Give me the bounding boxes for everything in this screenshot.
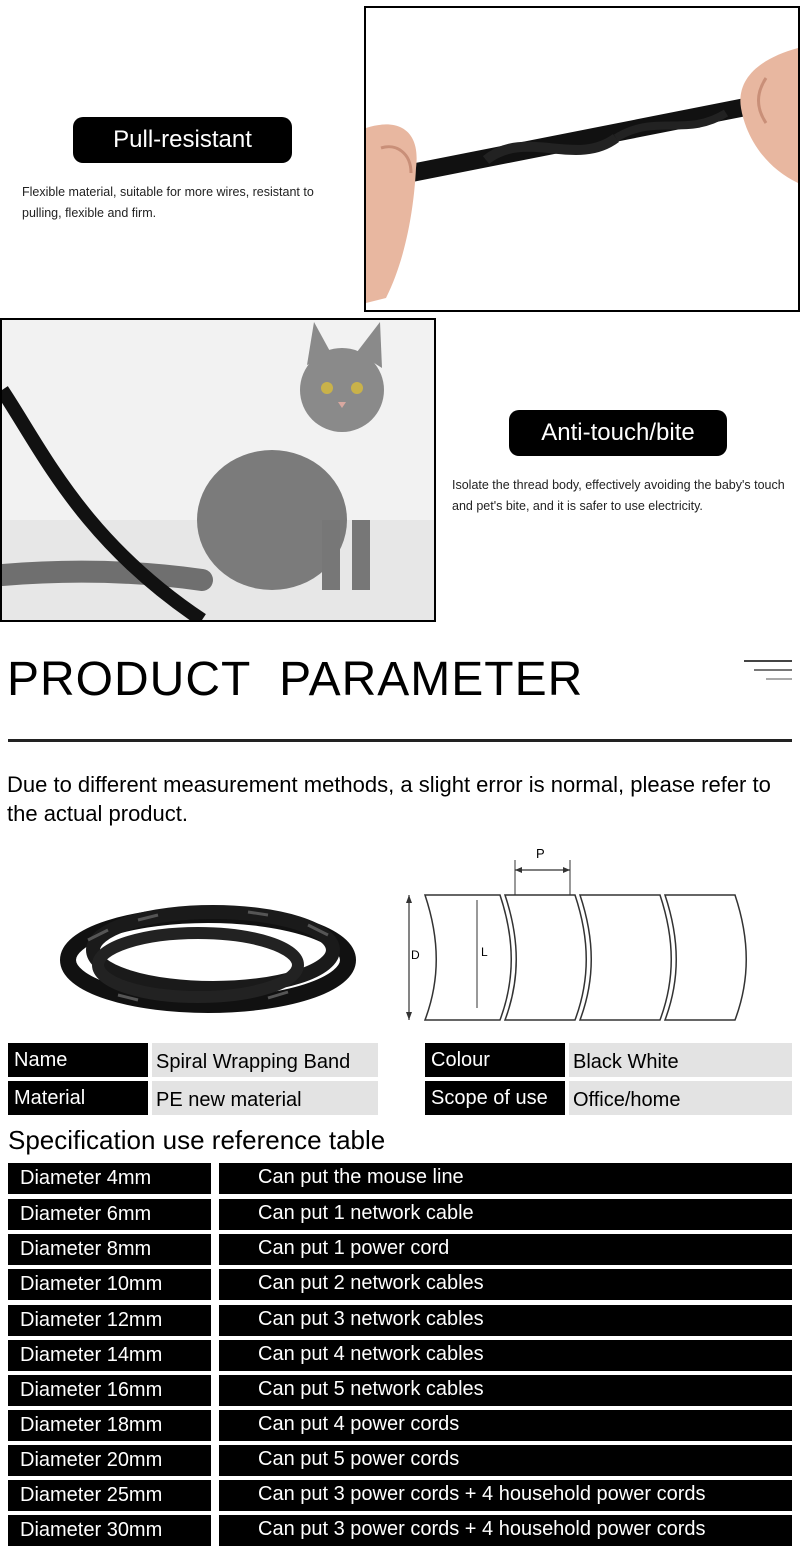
spec-divider xyxy=(211,1375,219,1406)
spec-diameter: Diameter 14mm xyxy=(20,1344,163,1366)
param-row-material xyxy=(8,1081,378,1115)
anti-bite-title xyxy=(509,410,727,456)
param-row-colour xyxy=(425,1043,792,1077)
param-row-name xyxy=(8,1043,378,1077)
param-key-name: Name xyxy=(8,1043,148,1077)
spec-row xyxy=(8,1410,792,1441)
spec-use: Can put 2 network cables xyxy=(258,1272,484,1294)
param-key-scope: Scope of use xyxy=(425,1081,565,1115)
pull-resistant-title-text: Pull-resistant xyxy=(113,126,252,153)
spec-divider xyxy=(211,1199,219,1230)
spec-use: Can put the mouse line xyxy=(258,1166,464,1188)
spec-diameter: Diameter 6mm xyxy=(20,1203,152,1225)
diameter-label: D xyxy=(411,948,420,962)
pull-resistant-photo xyxy=(364,6,800,312)
product-parameter-heading: PRODUCT PARAMETER xyxy=(7,653,584,706)
spec-diameter: Diameter 4mm xyxy=(20,1167,152,1189)
length-label: L xyxy=(481,945,488,959)
spec-row xyxy=(8,1305,792,1336)
coiled-spiral-band-icon xyxy=(48,880,368,1020)
spec-row xyxy=(8,1445,792,1476)
spec-diameter: Diameter 16mm xyxy=(20,1379,163,1401)
heading-divider xyxy=(8,739,792,742)
spec-use: Can put 3 power cords + 4 household power cords xyxy=(258,1518,706,1540)
spec-use: Can put 5 power cords xyxy=(258,1448,460,1470)
measurement-note: Due to different measurement methods, a slight error is normal, please refer to the actual product. xyxy=(7,772,771,826)
spec-diameter: Diameter 25mm xyxy=(20,1484,163,1506)
spec-diameter: Diameter 8mm xyxy=(20,1238,152,1260)
spec-divider xyxy=(211,1163,219,1194)
spec-divider xyxy=(211,1305,219,1336)
spec-divider xyxy=(211,1410,219,1441)
spec-use: Can put 1 network cable xyxy=(258,1202,474,1224)
spec-diameter: Diameter 12mm xyxy=(20,1309,163,1331)
param-key-material: Material xyxy=(8,1081,148,1115)
anti-bite-description: Isolate the thread body, effectively avoiding the baby's touch and pet's bite, and it is safer to use electricity. xyxy=(452,478,785,513)
param-key-colour: Colour xyxy=(425,1043,565,1077)
spec-row xyxy=(8,1199,792,1230)
hands-stretching-cable-icon xyxy=(366,8,798,310)
spec-diameter: Diameter 18mm xyxy=(20,1414,163,1436)
spec-row xyxy=(8,1163,792,1194)
dimension-diagram xyxy=(395,840,755,1030)
spec-row xyxy=(8,1480,792,1511)
menu-lines-icon xyxy=(744,660,794,685)
spec-use: Can put 1 power cord xyxy=(258,1237,450,1259)
spec-diameter: Diameter 30mm xyxy=(20,1519,163,1541)
spec-use: Can put 5 network cables xyxy=(258,1378,484,1400)
spiral-band-photo xyxy=(48,880,368,1020)
spec-use: Can put 4 network cables xyxy=(258,1343,484,1365)
spec-divider xyxy=(211,1515,219,1546)
spec-divider xyxy=(211,1234,219,1265)
anti-bite-photo xyxy=(0,318,436,622)
spec-use: Can put 3 power cords + 4 household power cords xyxy=(258,1483,706,1505)
param-value-name: Spiral Wrapping Band xyxy=(152,1043,378,1077)
spec-divider xyxy=(211,1269,219,1300)
anti-bite-title-text: Anti-touch/bite xyxy=(541,419,695,446)
param-value-scope: Office/home xyxy=(569,1081,792,1115)
spec-divider xyxy=(211,1480,219,1511)
spec-row xyxy=(8,1269,792,1300)
pull-resistant-title xyxy=(73,117,292,163)
spec-use: Can put 4 power cords xyxy=(258,1413,460,1435)
pull-resistant-description: Flexible material, suitable for more wires, resistant to pulling, flexible and firm. xyxy=(22,185,314,220)
spec-table-title: Specification use reference table xyxy=(8,1125,386,1155)
spec-diameter: Diameter 10mm xyxy=(20,1273,163,1295)
spec-row xyxy=(8,1375,792,1406)
param-value-material: PE new material xyxy=(152,1081,378,1115)
pitch-label: P xyxy=(536,846,545,861)
spec-divider xyxy=(211,1340,219,1371)
spec-row xyxy=(8,1234,792,1265)
spec-use: Can put 3 network cables xyxy=(258,1308,484,1330)
param-value-colour: Black White xyxy=(569,1043,792,1077)
param-row-scope xyxy=(425,1081,792,1115)
kitten-with-cable-icon xyxy=(2,320,434,620)
spec-divider xyxy=(211,1445,219,1476)
spec-diameter: Diameter 20mm xyxy=(20,1449,163,1471)
spec-row xyxy=(8,1340,792,1371)
spec-row xyxy=(8,1515,792,1546)
